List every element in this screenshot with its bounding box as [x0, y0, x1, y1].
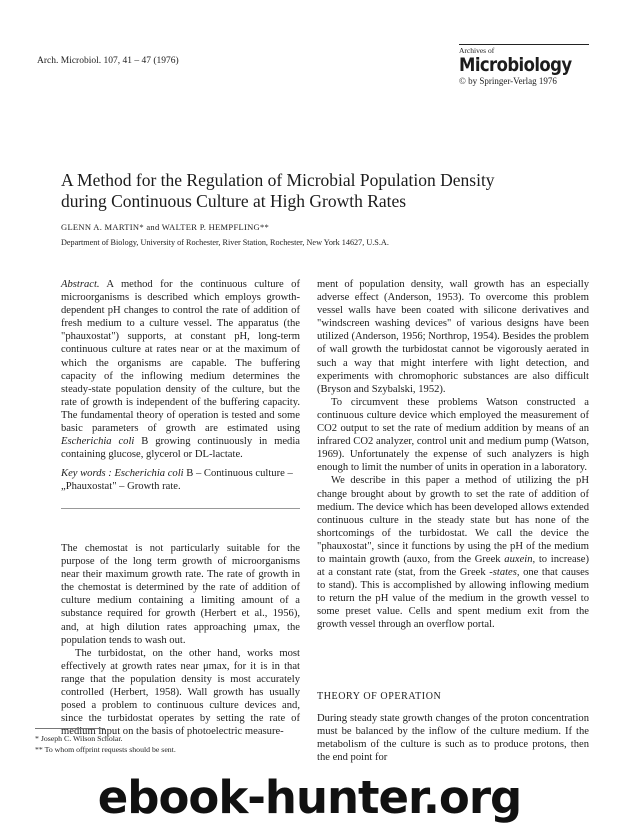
phauxostat-text-a: We describe in this paper a method of utilizing the pH change brought about by growth to set the rate of addition of medium. The device which has been developed allows extended continuous culture in the steady state but has none of the shortcomings of the turbidostat. We call the device the "phauxostat", since it functions by using the pH of the medium to maintain growth (auxo, from the Greek — [317, 475, 589, 565]
article-title-line-2: during Continuous Culture at High Growth Rates — [61, 191, 407, 211]
paragraph-watson: To circumvent these problems Watson constructed a continuous culture device which employed the measurement of CO2 output to set the rate of medium addition by means of an infrared CO2 analyzer, control unit and medium pump (Watson, 1969). Unfortunately the expense of such analyzers is high enough to limit the number of units in operation in a laboratory. — [317, 396, 589, 474]
footnote-1: * Joseph C. Wilson Scholar. — [35, 734, 123, 743]
journal-logo-name: Microbiology — [459, 53, 572, 76]
journal-logo-small-text: Archives of — [459, 44, 589, 55]
phauxostat-greek-2: -states, — [489, 567, 520, 579]
copyright-line: © by Springer-Verlag 1976 — [459, 76, 557, 86]
left-column-body — [61, 542, 300, 738]
paragraph-wall-growth: ment of population density, wall growth has an especially adverse effect (Anderson, 1953). To overcome this problem vessel walls have been coated with silicone derivatives and "windscreen washing devices" of various designs have been utilized (Anderson, 1956; Northrop, 1954). Besides the problem of wall growth the turbidostat cannot be vigorously aerated in such a way that might interfere with light detection, and experiments with chromophoric substances are also difficult (Bryson and Szybalski, 1952). — [317, 279, 589, 395]
right-column-body — [317, 278, 589, 632]
affiliation: Department of Biology, University of Rochester, River Station, Rochester, New York 14627, U.S.A. — [61, 238, 389, 247]
paragraph-theory: During steady state growth changes of the proton concentration must be balanced by the inflow of the culture medium. If the metabolism of the culture is such as to produce protons, then the end point for — [317, 713, 589, 764]
abstract-text: A method for the continuous culture of microorganisms is described which employs growth-dependent pH changes to control the rate of addition of fresh medium to a culture vessel. The apparatus (the "phauxostat") supports, at constant pH, long-term continuous culture at rates near or at the maximum of which the organisms are capable. The buffering capacity of the inflowing medium determines the steady-state population density of the culture, but the rate of growth is independent of the buffering capacity. The fundamental theory of operation is tested and some basic parameters of growth are estimated using — [61, 279, 300, 435]
paragraph-intro: The chemostat is not particularly suitable for the purpose of the long term growth of microorganisms near their maximum growth rate. The rate of growth in the chemostat is determined by the rate of addition of culture medium containing a limiting amount of a substance required for growth (Herbert et al., 1956), and, at high dilution rates approaching μmax, the population tends to wash out. — [61, 543, 300, 646]
article-title-line-1: A Method for the Regulation of Microbial Population Density — [61, 170, 495, 190]
phauxostat-greek-1: auxein, — [504, 553, 536, 565]
paragraph-turbidostat: The turbidostat, on the other hand, works most effectively at growth rates near μmax, for it is in that range that the population density is most accurately controlled (Herbert, 1958). Wall growth has usually posed a problem to continuous culture devices and, since the turbidostat operates by setting the rate of medium input on the basis of photoelectric measure- — [61, 647, 300, 738]
phauxostat-text-b: to increase) at a constant rate (stat, from the Greek — [317, 553, 590, 579]
phauxostat-text-c: one that causes to stand). This is accomplished by allowing inflowing medium to return the pH value of the medium in the growth vessel to some preset value. Cells and spent medium exit from the growth vessel through an overflow portal. — [317, 567, 590, 631]
section-heading: THEORY OF OPERATION — [317, 691, 442, 702]
journal-logo — [459, 44, 589, 86]
keywords-text: B – Continuous culture – „Phauxostat" – Growth rate. — [61, 468, 293, 493]
keywords-label: Key words : Escherichia coli — [61, 468, 184, 480]
abstract-organism: Escherichia coli — [61, 436, 135, 448]
author-list: GLENN A. MARTIN* and WALTER P. HEMPFLING** — [61, 222, 270, 232]
watermark: ebook-hunter.org — [97, 771, 522, 824]
abstract-tail: B growing continuously in media containing glucose, glycerol or DL-lactate. — [61, 436, 300, 461]
abstract-divider — [61, 508, 300, 509]
paragraph-phauxostat — [317, 474, 589, 631]
article-title — [61, 170, 601, 212]
footnote-divider — [35, 728, 105, 729]
journal-citation: Arch. Microbiol. 107, 41 – 47 (1976) — [37, 56, 179, 66]
abstract-block — [61, 278, 300, 494]
footnote-2: ** To whom offprint requests should be sent. — [35, 745, 176, 754]
abstract-label: Abstract. — [61, 279, 100, 290]
